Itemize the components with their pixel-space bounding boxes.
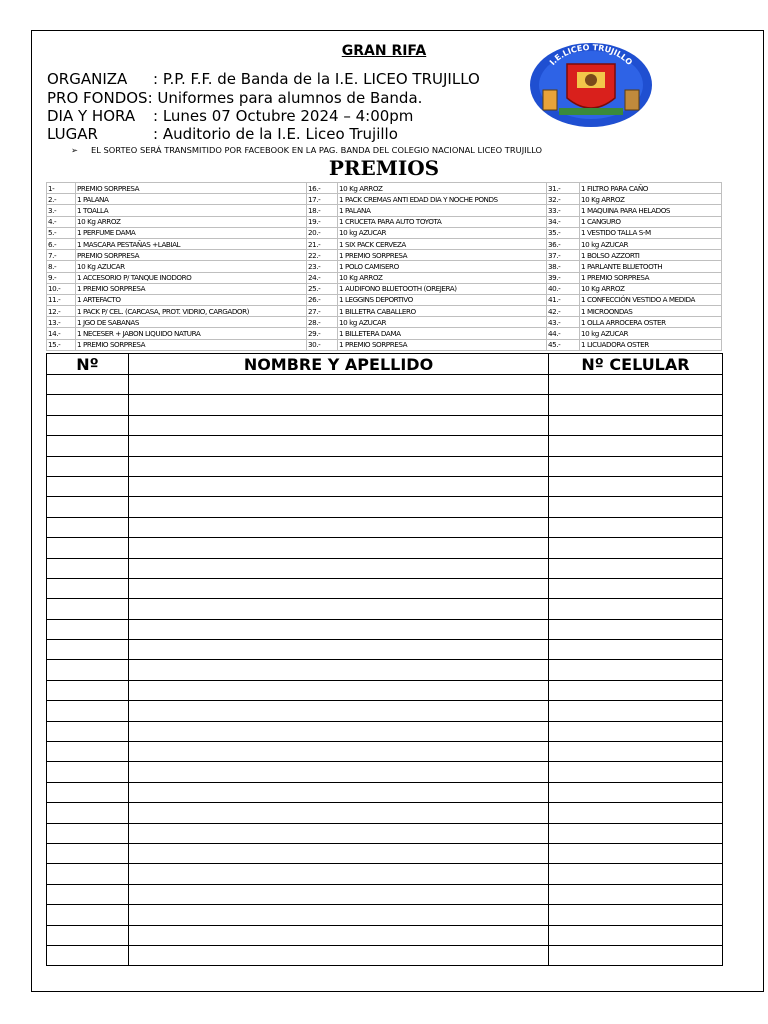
registration-row	[47, 599, 723, 619]
cell-phone[interactable]	[549, 762, 723, 782]
info-organiza	[47, 70, 480, 89]
prize-name: 1 ARTEFACTO	[76, 294, 307, 305]
cell-name[interactable]	[129, 823, 549, 843]
header-number: Nº	[47, 354, 129, 375]
prize-name: 10 kg AZUCAR	[580, 238, 722, 249]
header-phone: Nº CELULAR	[549, 354, 723, 375]
cell-name[interactable]	[129, 742, 549, 762]
cell-name[interactable]	[129, 619, 549, 639]
cell-name[interactable]	[129, 660, 549, 680]
cell-phone[interactable]	[549, 517, 723, 537]
cell-name[interactable]	[129, 456, 549, 476]
cell-phone[interactable]	[549, 721, 723, 741]
prize-number: 9.-	[47, 272, 76, 283]
prize-number: 24.-	[307, 272, 338, 283]
cell-number[interactable]	[47, 476, 129, 496]
prize-number: 18.-	[307, 205, 338, 216]
prize-number: 22.-	[307, 250, 338, 261]
cell-phone[interactable]	[549, 660, 723, 680]
prize-name: 1 LICUADORA OSTER	[580, 339, 722, 350]
cell-name[interactable]	[129, 782, 549, 802]
prize-row	[47, 306, 722, 317]
registration-row	[47, 782, 723, 802]
prize-name: 1 MAQUINA PARA HELADOS	[580, 205, 722, 216]
cell-number[interactable]	[47, 517, 129, 537]
cell-number[interactable]	[47, 497, 129, 517]
info-pro-fondos	[47, 89, 422, 108]
cell-name[interactable]	[129, 945, 549, 965]
cell-phone[interactable]	[549, 558, 723, 578]
cell-number[interactable]	[47, 436, 129, 456]
cell-name[interactable]	[129, 395, 549, 415]
cell-number[interactable]	[47, 925, 129, 945]
prize-name: 10 Kg ARROZ	[338, 272, 547, 283]
cell-phone[interactable]	[549, 823, 723, 843]
prize-row	[47, 328, 722, 339]
prize-name: 1 PALANA	[76, 194, 307, 205]
info-dia-hora	[47, 107, 413, 126]
prize-number: 17.-	[307, 194, 338, 205]
prize-number: 5.-	[47, 227, 76, 238]
registration-row	[47, 395, 723, 415]
prize-name: 10 kg AZUCAR	[338, 227, 547, 238]
cell-number[interactable]	[47, 619, 129, 639]
registration-row	[47, 619, 723, 639]
prize-number: 11.-	[47, 294, 76, 305]
cell-number[interactable]	[47, 721, 129, 741]
prize-number: 2.-	[47, 194, 76, 205]
cell-number[interactable]	[47, 945, 129, 965]
registration-row	[47, 558, 723, 578]
cell-name[interactable]	[129, 415, 549, 435]
info-value: : Lunes 07 Octubre 2024 – 4:00pm	[153, 107, 414, 125]
cell-number[interactable]	[47, 456, 129, 476]
registration-header	[47, 354, 723, 375]
prize-row	[47, 317, 722, 328]
cell-phone[interactable]	[549, 456, 723, 476]
prize-number: 36.-	[547, 238, 580, 249]
prize-number: 23.-	[307, 261, 338, 272]
cell-phone[interactable]	[549, 497, 723, 517]
cell-phone[interactable]	[549, 864, 723, 884]
registration-row	[47, 762, 723, 782]
arrow-bullet-icon: ➢	[71, 145, 78, 155]
prize-number: 39.-	[547, 272, 580, 283]
cell-phone[interactable]	[549, 843, 723, 863]
cell-number[interactable]	[47, 640, 129, 660]
registration-row	[47, 925, 723, 945]
cell-name[interactable]	[129, 599, 549, 619]
prize-number: 14.-	[47, 328, 76, 339]
cell-name[interactable]	[129, 843, 549, 863]
cell-number[interactable]	[47, 905, 129, 925]
cell-name[interactable]	[129, 476, 549, 496]
prize-name: 1 POLO CAMISERO	[338, 261, 547, 272]
registration-row	[47, 436, 723, 456]
prize-row	[47, 238, 722, 249]
cell-number[interactable]	[47, 660, 129, 680]
prize-number: 6.-	[47, 238, 76, 249]
prize-number: 1-	[47, 183, 76, 194]
prize-number: 29.-	[307, 328, 338, 339]
cell-name[interactable]	[129, 680, 549, 700]
prize-row	[47, 194, 722, 205]
prize-number: 38.-	[547, 261, 580, 272]
prize-number: 30.-	[307, 339, 338, 350]
registration-row	[47, 843, 723, 863]
info-label: DIA Y HORA	[47, 107, 136, 125]
prize-name: PREMIO SORPRESA	[76, 250, 307, 261]
cell-name[interactable]	[129, 721, 549, 741]
prize-name: 1 BILLETERA DAMA	[338, 328, 547, 339]
registration-row	[47, 701, 723, 721]
prize-row	[47, 283, 722, 294]
cell-phone[interactable]	[549, 782, 723, 802]
cell-name[interactable]	[129, 925, 549, 945]
prize-name: 1 OLLA ARROCERA OSTER	[580, 317, 722, 328]
cell-phone[interactable]	[549, 538, 723, 558]
prize-name: 1 PREMIO SORPRESA	[76, 339, 307, 350]
cell-number[interactable]	[47, 558, 129, 578]
prize-number: 35.-	[547, 227, 580, 238]
cell-number[interactable]	[47, 843, 129, 863]
prize-name: 1 FILTRO PARA CAÑO	[580, 183, 722, 194]
cell-number[interactable]	[47, 395, 129, 415]
prize-number: 44.-	[547, 328, 580, 339]
school-logo	[529, 42, 653, 128]
prize-number: 20.-	[307, 227, 338, 238]
registration-row	[47, 476, 723, 496]
prize-number: 15.-	[47, 339, 76, 350]
prize-name: 1 PREMIO SORPRESA	[580, 272, 722, 283]
registration-row	[47, 375, 723, 395]
prize-row	[47, 339, 722, 350]
registration-row	[47, 538, 723, 558]
prize-name: 1 TOALLA	[76, 205, 307, 216]
prize-number: 26.-	[307, 294, 338, 305]
cell-name[interactable]	[129, 538, 549, 558]
prize-name: 1 PREMIO SORPRESA	[76, 283, 307, 294]
registration-row	[47, 803, 723, 823]
page-title: GRAN RIFA	[341, 43, 427, 59]
registration-row	[47, 660, 723, 680]
info-value: : P.P. F.F. de Banda de la I.E. LICEO TRUJILLO	[153, 70, 480, 88]
prize-number: 21.-	[307, 238, 338, 249]
info-label: ORGANIZA	[47, 70, 128, 88]
cell-name[interactable]	[129, 497, 549, 517]
broadcast-note-text: EL SORTEO SERÁ TRANSMITIDO POR FACEBOOK EN LA PAG. BANDA DEL COLEGIO NACIONAL LICEO TRUJILLO	[91, 145, 543, 155]
cell-number[interactable]	[47, 782, 129, 802]
prize-number: 16.-	[307, 183, 338, 194]
prize-number: 8.-	[47, 261, 76, 272]
prize-number: 7.-	[47, 250, 76, 261]
prize-row	[47, 227, 722, 238]
prize-name: 1 CANGURO	[580, 216, 722, 227]
cell-phone[interactable]	[549, 640, 723, 660]
prize-number: 34.-	[547, 216, 580, 227]
registration-row	[47, 456, 723, 476]
prize-name: 1 NECESER + JABON LIQUIDO NATURA	[76, 328, 307, 339]
cell-phone[interactable]	[549, 415, 723, 435]
cell-number[interactable]	[47, 864, 129, 884]
info-lugar	[47, 125, 398, 144]
prize-name: 10 Kg ARROZ	[580, 283, 722, 294]
prize-name: 1 BILLETRA CABALLERO	[338, 306, 547, 317]
prize-name: 1 MASCARA PESTAÑAS +LABIAL	[76, 238, 307, 249]
prize-row	[47, 250, 722, 261]
cell-phone[interactable]	[549, 680, 723, 700]
prize-number: 3.-	[47, 205, 76, 216]
prize-number: 25.-	[307, 283, 338, 294]
cell-name[interactable]	[129, 578, 549, 598]
prize-name: 10 Kg ARROZ	[580, 194, 722, 205]
cell-number[interactable]	[47, 538, 129, 558]
cell-phone[interactable]	[549, 884, 723, 904]
info-value: : Uniformes para alumnos de Banda.	[147, 89, 423, 107]
registration-row	[47, 721, 723, 741]
registration-row	[47, 497, 723, 517]
cell-name[interactable]	[129, 701, 549, 721]
prize-number: 27.-	[307, 306, 338, 317]
prize-name: 1 PREMIO SORPRESA	[338, 339, 547, 350]
prize-name: 1 AUDIFONO BLUETOOTH (OREJERA)	[338, 283, 547, 294]
registration-rows	[47, 375, 723, 966]
cell-name[interactable]	[129, 640, 549, 660]
prize-name: 1 PERFUME DAMA	[76, 227, 307, 238]
cell-name[interactable]	[129, 558, 549, 578]
prize-number: 37.-	[547, 250, 580, 261]
info-label: PRO FONDOS	[47, 89, 148, 107]
cell-phone[interactable]	[549, 803, 723, 823]
prize-row	[47, 216, 722, 227]
prize-number: 12.-	[47, 306, 76, 317]
prize-row	[47, 294, 722, 305]
prize-row	[47, 205, 722, 216]
registration-row	[47, 742, 723, 762]
cell-name[interactable]	[129, 375, 549, 395]
premios-title: PREMIOS	[328, 156, 440, 180]
prize-number: 45.-	[547, 339, 580, 350]
prize-name: PREMIO SORPRESA	[76, 183, 307, 194]
cell-number[interactable]	[47, 803, 129, 823]
cell-number[interactable]	[47, 823, 129, 843]
registration-row	[47, 415, 723, 435]
cell-number[interactable]	[47, 884, 129, 904]
prize-name: 1 LEGGINS DEPORTIVO	[338, 294, 547, 305]
prize-name: 1 MICROONDAS	[580, 306, 722, 317]
cell-phone[interactable]	[549, 599, 723, 619]
cell-phone[interactable]	[549, 619, 723, 639]
prize-name: 1 PARLANTE BLUETOOTH	[580, 261, 722, 272]
prize-number: 43.-	[547, 317, 580, 328]
info-label: LUGAR	[47, 125, 98, 143]
prize-name: 1 CONFECCIÓN VESTIDO A MEDIDA	[580, 294, 722, 305]
prize-number: 13.-	[47, 317, 76, 328]
registration-row	[47, 905, 723, 925]
cell-number[interactable]	[47, 742, 129, 762]
prize-row	[47, 272, 722, 283]
cell-phone[interactable]	[549, 905, 723, 925]
registration-row	[47, 945, 723, 965]
cell-phone[interactable]	[549, 701, 723, 721]
prize-number: 28.-	[307, 317, 338, 328]
cell-number[interactable]	[47, 375, 129, 395]
registration-row	[47, 884, 723, 904]
cell-phone[interactable]	[549, 395, 723, 415]
cell-name[interactable]	[129, 803, 549, 823]
cell-number[interactable]	[47, 762, 129, 782]
prize-number: 10.-	[47, 283, 76, 294]
prize-name: 1 JGO DE SABANAS	[76, 317, 307, 328]
prize-name: 1 PALANA	[338, 205, 547, 216]
prize-number: 32.-	[547, 194, 580, 205]
prize-name: 10 Kg ARROZ	[338, 183, 547, 194]
cell-phone[interactable]	[549, 742, 723, 762]
prize-name: 1 CRUCETA PARA AUTO TOYOTA	[338, 216, 547, 227]
prize-number: 41.-	[547, 294, 580, 305]
cell-phone[interactable]	[549, 925, 723, 945]
header-name: NOMBRE Y APELLIDO	[129, 354, 549, 375]
prize-name: 1 ACCESORIO P/ TANQUE INODORO	[76, 272, 307, 283]
cell-name[interactable]	[129, 436, 549, 456]
prize-name: 10 kg AZUCAR	[338, 317, 547, 328]
prize-name: 1 VESTIDO TALLA S-M	[580, 227, 722, 238]
prize-name: 10 Kg AZUCAR	[76, 261, 307, 272]
registration-row	[47, 578, 723, 598]
cell-phone[interactable]	[549, 945, 723, 965]
cell-name[interactable]	[129, 905, 549, 925]
registration-row	[47, 517, 723, 537]
prize-number: 42.-	[547, 306, 580, 317]
registration-row	[47, 823, 723, 843]
prize-number: 40.-	[547, 283, 580, 294]
cell-name[interactable]	[129, 884, 549, 904]
prize-name: 1 SIX PACK CERVEZA	[338, 238, 547, 249]
registration-row	[47, 864, 723, 884]
prize-name: 1 BOLSO AZZORTI	[580, 250, 722, 261]
cell-number[interactable]	[47, 415, 129, 435]
registration-row	[47, 640, 723, 660]
svg-text:I.E.LICEO TRUJILLO: I.E.LICEO TRUJILLO	[547, 42, 634, 68]
registration-row	[47, 680, 723, 700]
prize-name: 10 kg AZUCAR	[580, 328, 722, 339]
cell-number[interactable]	[47, 680, 129, 700]
cell-phone[interactable]	[549, 476, 723, 496]
prize-row	[47, 183, 722, 194]
prize-name: 1 PREMIO SORPRESA	[338, 250, 547, 261]
cell-number[interactable]	[47, 701, 129, 721]
prize-name: 1 PACK P/ CEL. (CARCASA, PROT. VIDRIO, CARGADOR)	[76, 306, 307, 317]
cell-name[interactable]	[129, 517, 549, 537]
prize-list	[46, 182, 722, 351]
cell-number[interactable]	[47, 578, 129, 598]
prize-name: 10 Kg ARROZ	[76, 216, 307, 227]
prize-row	[47, 261, 722, 272]
cell-phone[interactable]	[549, 375, 723, 395]
prize-number: 19.-	[307, 216, 338, 227]
info-value: : Auditorio de la I.E. Liceo Trujillo	[153, 125, 398, 143]
cell-name[interactable]	[129, 762, 549, 782]
cell-name[interactable]	[129, 864, 549, 884]
prize-name: 1 PACK CREMAS ANTI EDAD DIA Y NOCHE PONDS	[338, 194, 547, 205]
prize-number: 31.-	[547, 183, 580, 194]
prize-number: 4.-	[47, 216, 76, 227]
registration-table	[46, 353, 723, 966]
cell-phone[interactable]	[549, 578, 723, 598]
broadcast-note	[71, 145, 542, 155]
cell-phone[interactable]	[549, 436, 723, 456]
prize-number: 33.-	[547, 205, 580, 216]
cell-number[interactable]	[47, 599, 129, 619]
